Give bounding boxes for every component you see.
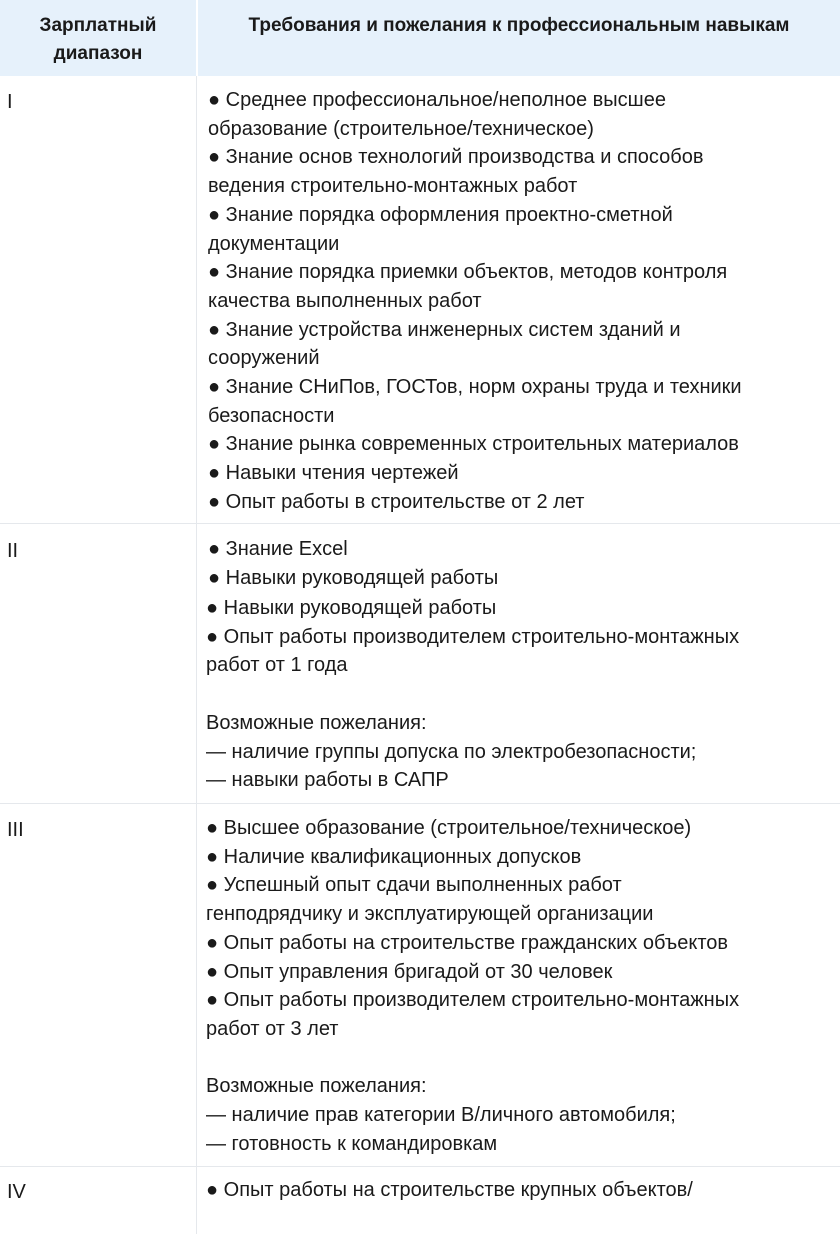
row-requirements-4 [206, 1176, 834, 1205]
requirement-line: ● Успешный опыт сдачи выполненных работ [206, 874, 622, 897]
row-divider [0, 523, 840, 524]
requirement-line: ● Знание устройства инженерных систем зданий и [208, 318, 681, 341]
wish-line: — готовность к командировкам [206, 1132, 498, 1155]
requirement-line: работ от 3 лет [206, 1017, 339, 1040]
requirement-line: работ от 1 года [206, 654, 348, 677]
requirement-line: ● Опыт работы на строительстве крупных объектов/ [206, 1179, 693, 1201]
requirement-line: ● Среднее профессиональное/неполное высшее [208, 89, 666, 111]
requirement-line: ● Знание рынка современных строительных материалов [208, 433, 739, 456]
wish-line: — наличие группы допуска по электробезопасности; [206, 740, 697, 763]
header-requirements: Требования и пожелания к профессиональным навыкам [248, 15, 790, 36]
row-divider [0, 1166, 840, 1167]
header-salary-range [0, 12, 196, 68]
wishes-title: Возможные пожелания: [206, 711, 427, 734]
requirement-line: безопасности [208, 404, 335, 427]
requirement-line: ● Знание порядка оформления проектно-сметной [208, 203, 673, 226]
row-range-1: I [7, 91, 13, 113]
requirement-line: ● Знание СНиПов, ГОСТов, норм охраны труда и техники [208, 376, 742, 399]
requirement-line: ● Знание Excel [208, 538, 348, 560]
requirement-line: ● Навыки руководящей работы [208, 566, 499, 589]
row-range-4: IV [7, 1181, 26, 1203]
wishes-title: Возможные пожелания: [206, 1075, 427, 1098]
requirement-line: качества выполненных работ [208, 289, 482, 312]
header-salary-range-line1: Зарплатный [39, 15, 157, 36]
requirement-line: ● Опыт работы на строительстве гражданских объектов [206, 931, 729, 954]
row-range-3: III [7, 819, 24, 841]
row-requirements-2b [206, 594, 834, 795]
column-divider [196, 76, 197, 1234]
requirement-line: ● Опыт управления бригадой от 30 человек [206, 960, 613, 983]
requirement-line: ● Навыки чтения чертежей [208, 462, 459, 485]
requirement-line: ● Знание порядка приемки объектов, методов контроля [208, 261, 728, 284]
requirement-line: генподрядчику и эксплуатирующей организации [206, 903, 654, 926]
requirement-line: ● Навыки руководящей работы [206, 597, 497, 619]
requirement-line: ● Опыт работы производителем строительно-монтажных [206, 625, 740, 648]
requirement-line: ведения строительно-монтажных работ [208, 175, 578, 198]
table-header [0, 0, 840, 76]
wish-line: — наличие прав категории B/личного автомобиля; [206, 1104, 676, 1127]
requirement-line: ● Высшее образование (строительное/техническое) [206, 817, 692, 839]
requirement-line: ● Опыт работы в строительстве от 2 лет [208, 490, 585, 513]
requirement-line: сооружений [208, 347, 320, 370]
requirement-line: ● Знание основ технологий производства и способов [208, 146, 704, 169]
row-requirements-1 [208, 86, 836, 517]
wish-line: — навыки работы в САПР [206, 769, 449, 792]
row-requirements-3 [206, 814, 834, 1158]
row-divider [0, 803, 840, 804]
requirement-line: ● Наличие квалификационных допусков [206, 845, 582, 868]
requirement-line: образование (строительное/техническое) [208, 117, 594, 140]
row-range-2: II [7, 540, 19, 562]
requirement-line: документации [208, 232, 340, 255]
row-requirements-2a [208, 535, 836, 592]
header-salary-range-line2: диапазон [53, 43, 143, 64]
requirement-line: ● Опыт работы производителем строительно-монтажных [206, 989, 740, 1012]
